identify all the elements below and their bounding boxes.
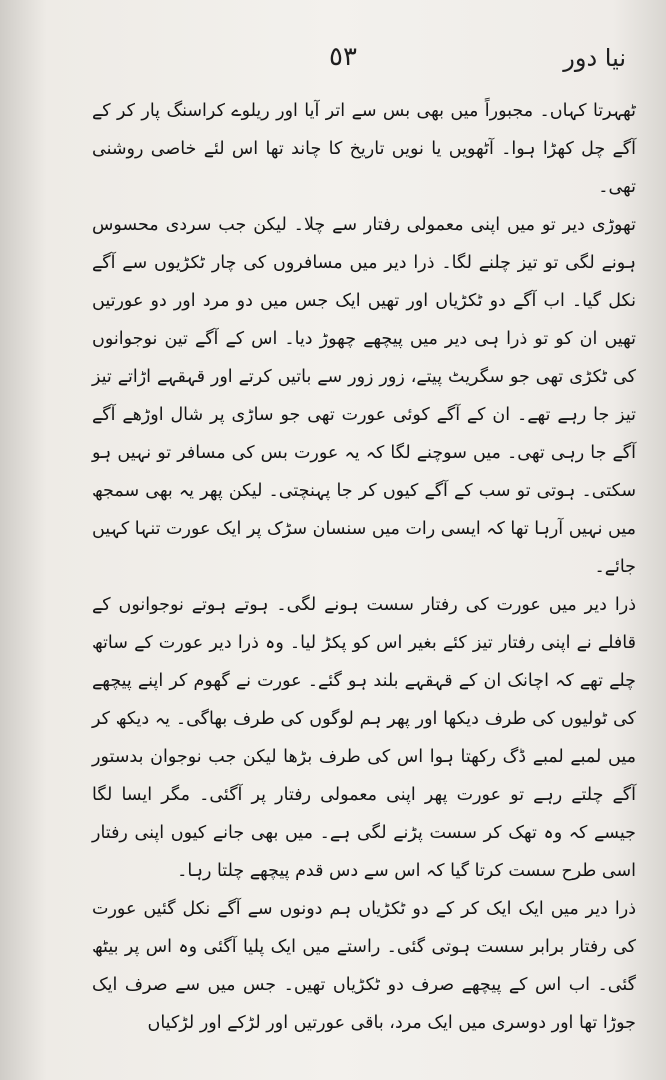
paragraph: ذرا دیر میں عورت کی رفتار سست ہونے لگی۔ ہوتے ہوتے نوجوانوں کے قافلے نے اپنی رفتار تیز کئے بغیر اس کو پکڑ لیا۔ وہ ذرا دیر عورت کے ساتھ چلے تھے کہ اچانک ان کے قہقہے بلند ہو گئے۔ عورت نے گھوم کر اپنے پیچھے کی ٹولیوں کی طرف دیکھا اور پھر ہم لوگوں کی طرف بھاگی۔ یہ دیکھ کر میں لمبے لمبے ڈگ رکھتا ہوا اس کی طرف بڑھا لیکن جب نوجوان بدستور آگے چلتے رہے تو عورت پھر اپنی معمولی رفتار پر آگئی۔ مگر ایسا لگا جیسے کہ وہ تھک کر سست پڑنے لگی ہے۔ میں بھی جانے کیوں اپنی رفتار اسی طرح سست کرتا گیا کہ اس سے دس قدم پیچھے چلتا رہا۔ (92, 595, 636, 881)
paragraph: تھوڑی دیر تو میں اپنی معمولی رفتار سے چلا۔ لیکن جب سردی محسوس ہونے لگی تو تیز چلنے لگا۔ ذرا دیر میں مسافروں کی چار ٹکڑیوں سے آگے نکل گیا۔ اب آگے دو ٹکڑیاں اور تھیں ایک جس میں دو مرد اور دو عورتیں تھیں ان کو تو ذرا ہی دیر میں پیچھے چھوڑ دیا۔ اس کے آگے تین نوجوانوں کی ٹکڑی تھی جو سگریٹ پیتے، زور زور سے باتیں کرتے اور قہقہے اڑاتے تیز تیز جا رہے تھے۔ ان کے آگے کوئی عورت تھی جو ساڑی پر شال اوڑھے آگے آگے جا رہی تھی۔ میں سوچنے لگا کہ یہ عورت بس کی مسافر تو نہیں ہو سکتی۔ ہوتی تو سب کے آگے کیوں کر جا پہنچتی۔ لیکن پھر یہ بھی سمجھ میں نہیں آرہا تھا کہ ایسی رات میں سنسان سڑک پر ایک عورت تنہا کہیں جائے۔ (91, 215, 636, 577)
page-number: ٥٣ (329, 42, 357, 72)
page-header (60, 40, 626, 80)
paragraph: ذرا دیر میں ایک ایک کر کے دو ٹکڑیاں ہم دونوں سے آگے نکل گئیں عورت کی رفتار برابر سست ہوتی گئی۔ راستے میں ایک پلیا آگئی وہ اس پر بیٹھ گئی۔ اب اس کے پیچھے صرف دو ٹکڑیاں تھیں۔ جس میں سے صرف ایک جوڑا تھا اور دوسری میں ایک مرد، باقی عورتیں اور لڑکے اور لڑکیاں (92, 899, 636, 1033)
body-text (92, 92, 636, 1060)
paragraph: ٹھہرتا کہاں۔ مجبوراً میں بھی بس سے اتر آیا اور ریلوے کراسنگ پار کر کے آگے چل کھڑا ہوا۔ آٹھویں یا نویں تاریخ کا چاند تھا اس لئے خاصی روشنی تھی۔ (92, 101, 636, 197)
journal-name: نیا دور (563, 44, 626, 72)
